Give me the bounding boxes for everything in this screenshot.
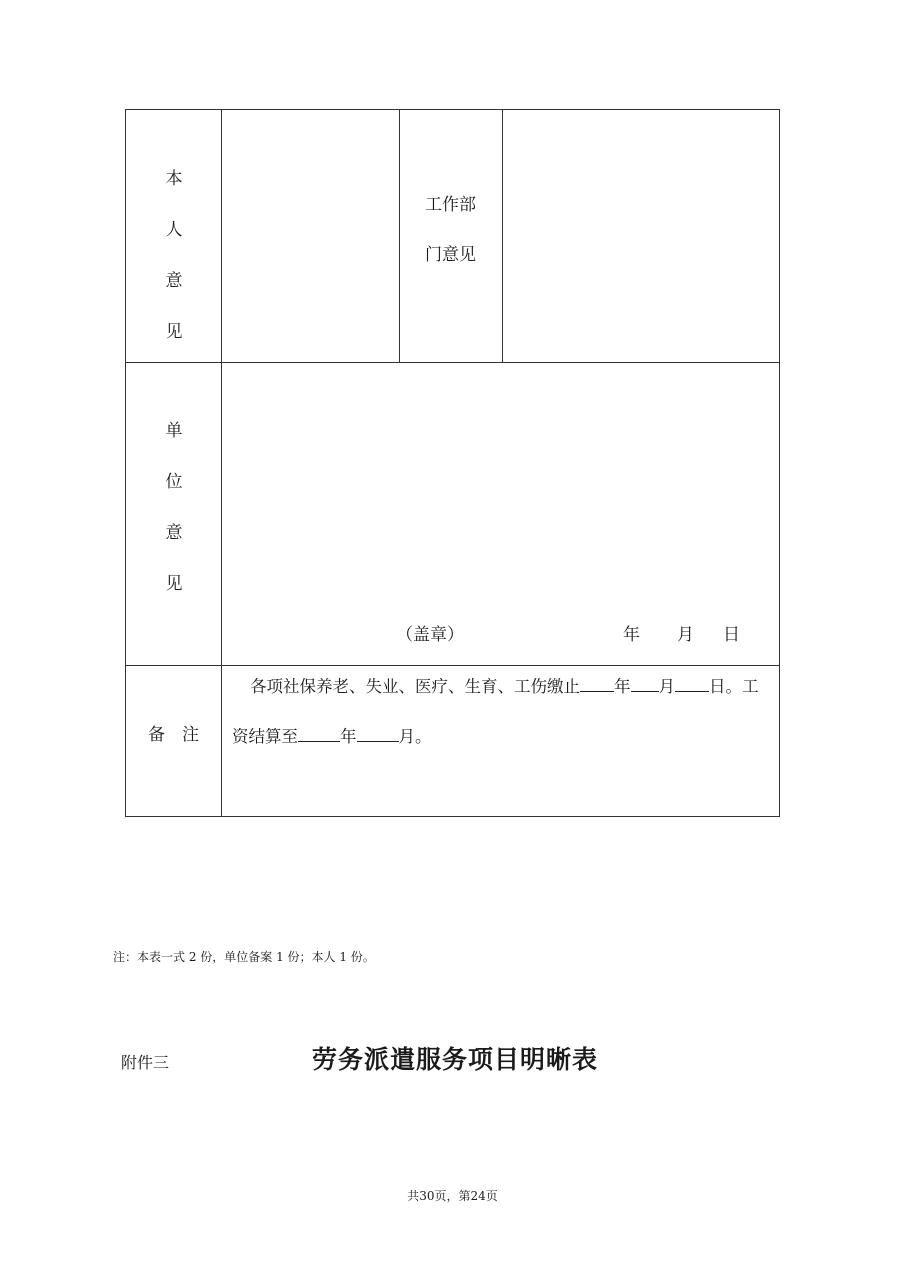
remarks-salary-text: 资结算至	[232, 727, 298, 746]
remarks-salary-month-blank[interactable]	[357, 727, 399, 742]
attachment-title: 劳务派遣服务项目明晰表	[312, 1045, 599, 1074]
row-divider	[126, 665, 779, 666]
remarks-salary-year-blank[interactable]	[298, 727, 340, 742]
personal-opinion-label-char: 本	[165, 169, 183, 189]
personal-opinion-label-char: 意	[165, 271, 183, 291]
personal-opinion-label-char: 人	[165, 220, 183, 240]
remarks-salary-month-label: 月。	[398, 727, 432, 746]
remarks-insurance-day-blank[interactable]	[675, 677, 709, 692]
page-footer: 共30页，第24页	[407, 1189, 498, 1203]
column-divider	[399, 110, 400, 362]
remarks-insurance-month-label: 月	[658, 677, 675, 696]
remarks-insurance-day-label: 日。工	[709, 677, 759, 696]
attachment-label: 附件三	[121, 1053, 170, 1072]
form-note: 注：本表一式 2 份，单位备案 1 份；本人 1 份。	[113, 950, 375, 964]
remarks-insurance-year-blank[interactable]	[580, 677, 614, 692]
unit-opinion-label-char: 单	[165, 421, 183, 441]
remarks-insurance-year-label: 年	[614, 677, 631, 696]
dept-opinion-label-line2: 门意见	[425, 245, 476, 265]
unit-opinion-field[interactable]	[223, 364, 777, 664]
date-year-label: 年	[623, 625, 640, 645]
seal-label: （盖章）	[396, 625, 464, 645]
date-month-label: 月	[677, 625, 694, 645]
remarks-line-1	[250, 677, 759, 696]
remarks-insurance-month-blank[interactable]	[631, 677, 659, 692]
remarks-salary-year-label: 年	[340, 727, 357, 746]
opinion-form-table	[125, 109, 780, 817]
personal-opinion-label-char: 见	[165, 322, 183, 342]
remarks-line-2	[232, 727, 432, 746]
unit-opinion-label-char: 见	[165, 574, 183, 594]
unit-opinion-label-char: 意	[165, 523, 183, 543]
remarks-social-insurance-text: 各项社保养老、失业、医疗、生育、工伤缴止	[250, 677, 580, 696]
remarks-label: 备 注	[148, 725, 199, 745]
date-day-label: 日	[723, 625, 740, 645]
personal-opinion-field[interactable]	[223, 112, 398, 360]
unit-opinion-label-char: 位	[165, 472, 183, 492]
dept-opinion-field[interactable]	[504, 112, 777, 360]
dept-opinion-label-line1: 工作部	[425, 195, 476, 215]
